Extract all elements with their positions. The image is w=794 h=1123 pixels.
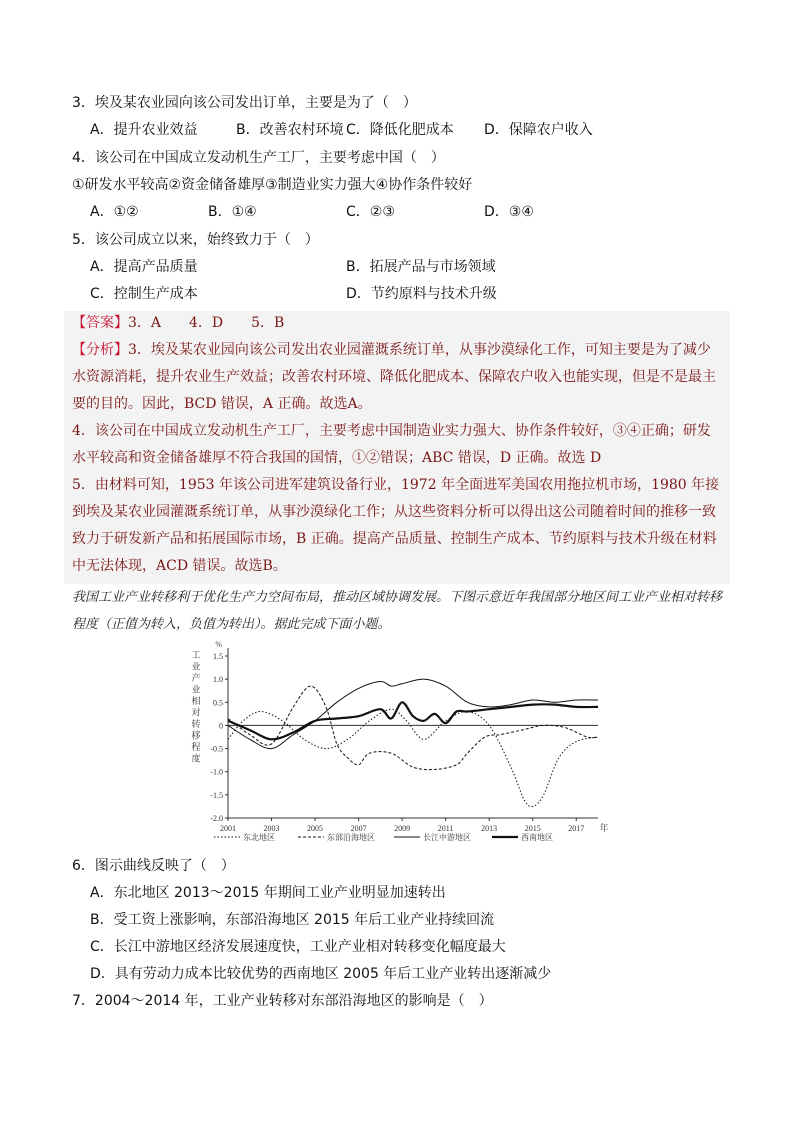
y-tick-label: -1.0 [210,767,223,777]
q3-option-d: D．保障农户收入 [484,122,593,138]
legend-label-3: 长江中游地区 [423,833,471,842]
legend-label-4: 西南地区 [521,833,553,842]
q3-option-a: A．提升农业效益 [90,122,198,138]
x-tick-label: 2015 [524,824,541,833]
x-tick-label: 2009 [394,824,411,833]
q4-stem: 4．该公司在中国成立发动机生产工厂，主要考虑中国（ ） [72,150,445,166]
y-label-char: 工 [191,650,201,660]
y-label-char: 转 [191,719,201,729]
x-tick-label: 2003 [263,824,280,833]
q5-option-a: A．提高产品质量 [90,259,198,275]
y-label-char: 度 [191,753,201,764]
series-line-1 [228,709,598,806]
q6-option-a: A．东北地区 2013～2015 年期间工业产业明显加速转出 [90,885,446,901]
q5-option-c: C．控制生产成本 [90,286,198,302]
q6-option-c: C．长江中游地区经济发展速度快，工业产业相对转移变化幅度最大 [90,939,506,955]
analysis-4: 4．该公司在中国成立发动机生产工厂，主要考虑中国制造业实力强大、协作条件较好，③④正确；研发水平较高和资金储备雄厚不符合我国的国情，①②错误；ABC 错误，D 正确。故选 D [72,423,711,466]
answer-label: 【答案】 [72,315,128,331]
y-label-char: 移 [191,730,201,741]
q4-option-d: D．③④ [484,204,534,220]
analysis-3 [72,337,724,418]
y-unit: % [215,640,222,649]
analysis-5: 5．由材料可知，1953 年该公司进军建筑设备行业，1972 年全面进军美国农用拖拉机市场，1980 年接到埃及某农业园灌溉系统订单，从事沙漠绿化工作；从这些资料分析可以得出这公司随着时间的推移一致致力于研发新产品和拓展国际市场，B 正确。提高产品质量、控制生产成本、节约原料与技术升级在材料中无法体现，ACD 错误。故选B。 [72,477,720,574]
x-tick-label: 2007 [350,824,367,833]
y-tick-label: -0.5 [210,744,223,754]
q5-stem: 5．该公司成立以来，始终致力于（ ） [72,232,319,248]
y-label-char: 对 [191,707,201,718]
q4-option-c: C．②③ [346,204,395,220]
legend-label-1: 东北地区 [243,833,275,842]
y-label-char: 产 [191,673,201,683]
q3-option-b: B．改善农村环境 [236,122,344,138]
y-tick-label: 0 [219,721,223,731]
q5-option-b: B．拓展产品与市场领域 [346,259,496,275]
answer-text: 3．A 4．D 5．B [128,315,285,331]
q7-stem: 7．2004～2014 年，工业产业转移对东部沿海地区的影响是（ ） [72,993,493,1009]
analysis-3-text: 3．埃及某农业园向该公司发出农业园灌溉系统订单，从事沙漠绿化工作，可知主要是为了减少水资源消耗，提升农业生产效益；改善农村环境、降低化肥成本、保障农户收入也能实现，但是不是最主要的目的。因此，BCD 错误，A 正确。故选A。 [72,342,716,412]
y-tick-label: 0.5 [213,698,223,708]
x-tick-label: 2005 [307,824,324,833]
y-tick-label: 1.0 [213,675,223,685]
series-line-4 [228,702,598,739]
y-tick-label: 1.5 [213,652,223,661]
q6-option-b: B．受工资上涨影响，东部沿海地区 2015 年后工业产业持续回流 [90,912,495,928]
y-tick-label: -2.0 [210,814,223,823]
y-label-char: 相 [191,696,201,706]
q6-stem: 6．图示曲线反映了（ ） [72,858,235,874]
y-label-char: 业 [191,684,201,695]
q4-option-b: B．①④ [208,204,257,220]
series-line-3 [228,679,598,749]
analysis-label: 【分析】 [72,342,128,358]
x-tick-label: 2013 [481,824,498,833]
y-label-char: 业 [191,661,201,672]
answer-block [72,310,724,580]
chart-intro: 我国工业产业转移利于优化生产力空间布局，推动区域协调发展。下图示意近年我国部分地区间工业产业相对转移程度（正值为转入，负值为转出）。据此完成下面小题。 [72,590,723,632]
q6-option-d: D．具有劳动力成本比较优势的西南地区 2005 年后工业产业转出逐渐减少 [90,966,552,982]
y-tick-label: -1.5 [210,790,223,800]
series-line-2 [228,686,598,769]
y-label-char: 程 [191,742,201,752]
q4-choices: ①研发水平较高②资金储备雄厚③制造业实力强大④协作条件较好 [72,177,473,193]
answer-line [72,310,724,337]
q5-option-d: D．节约原料与技术升级 [346,286,497,302]
x-tick-label: 2011 [437,824,454,833]
q3-stem: 3．埃及某农业园向该公司发出订单，主要是为了（ ） [72,95,417,111]
x-label: 年 [599,823,609,833]
transfer-line-chart [186,638,610,850]
q4-option-a: A．①② [90,204,139,220]
x-tick-label: 2001 [220,824,236,833]
q3-option-c: C．降低化肥成本 [346,122,454,138]
legend-label-2: 东部沿海地区 [327,833,375,842]
x-tick-label: 2017 [568,824,585,833]
